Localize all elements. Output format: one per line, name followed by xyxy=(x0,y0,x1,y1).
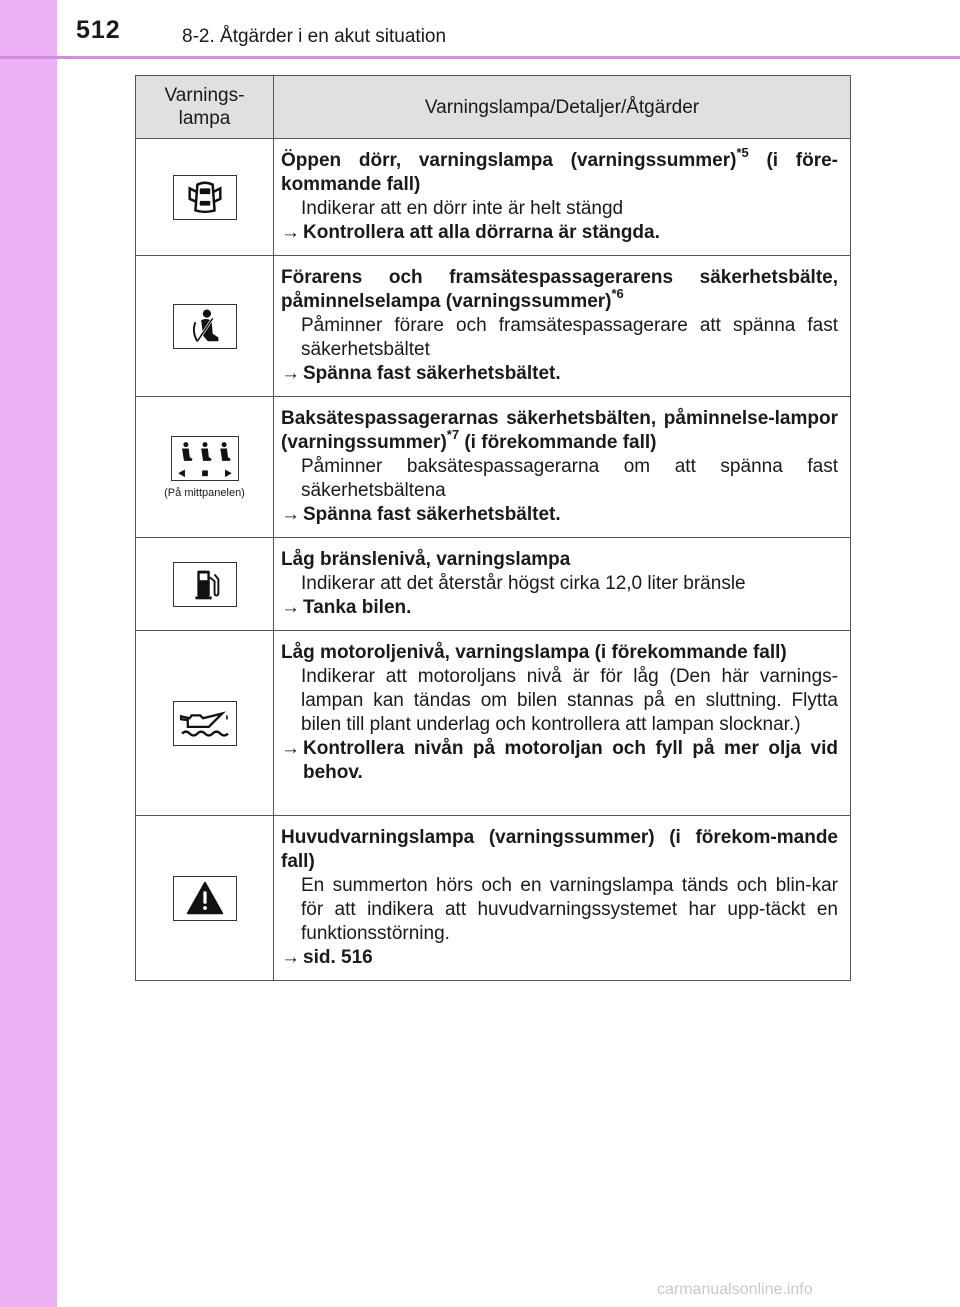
details-cell xyxy=(274,631,851,816)
warning-action-text: Spänna fast säkerhetsbältet. xyxy=(303,504,561,525)
warning-action-text: Kontrollera nivån på motoroljan och fyll på mer olja vid behov. xyxy=(303,738,838,783)
lamp-cell xyxy=(136,631,274,816)
details-cell xyxy=(274,256,851,397)
warning-title-text: Förarens och framsätespassagerarens säkerhetsbälte, påminnelselampa (varningssummer) xyxy=(281,267,838,312)
master-warning-icon xyxy=(173,876,237,921)
fuel-pump-icon xyxy=(173,562,237,607)
arrow-icon: → xyxy=(281,363,300,384)
warning-description: Indikerar att det återstår högst cirka 12,0 liter bränsle xyxy=(301,573,746,594)
table-row xyxy=(136,139,851,256)
warning-action xyxy=(281,596,838,620)
warning-title xyxy=(281,826,838,874)
warning-description: Indikerar att motoroljans nivå är för låg (Den här varnings-lampan kan tändas om bilen stannas på en sluttning. Flytta bilen till plant underlag och kontrollera att lampan slocknar.) xyxy=(301,666,838,735)
warning-description: En summerton hörs och en varningslampa tänds och blin-kar för att indikera att huvudvarningssystemet har upp-täckt en funktionsstörning. xyxy=(301,875,838,944)
warning-action-text: Kontrollera att alla dörrarna är stängda. xyxy=(303,222,660,243)
warning-action xyxy=(281,221,838,245)
oil-level-icon xyxy=(173,701,237,746)
lamp-cell xyxy=(136,816,274,981)
warning-title xyxy=(281,641,838,665)
seatbelt-icon xyxy=(173,304,237,349)
column-header-details: Varningslampa/Detaljer/Åtgärder xyxy=(274,76,851,139)
warning-title-text: Huvudvarningslampa (varningssummer) (i förekom-mande fall) xyxy=(281,827,838,872)
warning-description: Påminner baksätespassagerarna om att spänna fast säkerhetsbältena xyxy=(301,456,838,501)
table-row xyxy=(136,538,851,631)
details-cell xyxy=(274,397,851,538)
warning-action xyxy=(281,362,838,386)
door-open-icon xyxy=(173,175,237,220)
warning-action-text: Tanka bilen. xyxy=(303,597,412,618)
warning-action-text: Spänna fast säkerhetsbältet. xyxy=(303,363,561,384)
lamp-cell xyxy=(136,256,274,397)
warning-lamp-table xyxy=(135,75,851,981)
warning-title-tail: (i förekommande fall) xyxy=(459,432,657,453)
chapter-title: 8-2. Åtgärder i en akut situation xyxy=(182,26,447,47)
arrow-icon: → xyxy=(281,222,300,243)
page-number: 512 xyxy=(76,16,121,44)
warning-title-text: Öppen dörr, varningslampa (varningssummer) xyxy=(281,150,737,171)
arrow-icon: → xyxy=(281,504,300,525)
table-row xyxy=(136,397,851,538)
warning-title-text: Låg motoroljenivå, varningslampa (i förekommande fall) xyxy=(281,642,787,663)
table-row xyxy=(136,256,851,397)
side-color-strip xyxy=(0,0,57,1307)
arrow-icon: → xyxy=(281,947,300,968)
rear-seatbelt-icon xyxy=(171,436,239,481)
column-header-lamp-text: Varnings- lampa xyxy=(164,85,245,129)
table-row xyxy=(136,631,851,816)
warning-description: Indikerar att en dörr inte är helt stängd xyxy=(301,198,624,219)
warning-title xyxy=(281,266,838,314)
warning-title xyxy=(281,548,838,572)
details-cell xyxy=(274,538,851,631)
footnote-ref: *7 xyxy=(446,426,460,442)
arrow-icon: → xyxy=(281,597,300,618)
warning-action xyxy=(281,946,838,970)
warning-action xyxy=(281,503,838,527)
details-cell xyxy=(274,139,851,256)
header-rule xyxy=(0,56,960,59)
lamp-cell xyxy=(136,397,274,538)
footnote-ref: *5 xyxy=(736,144,749,160)
warning-action-text: sid. 516 xyxy=(303,947,373,968)
warning-description: Påminner förare och framsätespassagerare att spänna fast säkerhetsbältet xyxy=(301,315,838,360)
warning-title-text: Låg bränslenivå, varningslampa xyxy=(281,549,571,570)
column-header-lamp xyxy=(136,76,274,139)
warning-title-text: Baksätespassagerarnas säkerhetsbälten, påminnelse-lampor (varningssummer) xyxy=(281,408,838,453)
warning-title xyxy=(281,407,838,455)
warning-action xyxy=(281,737,838,785)
lamp-caption: (På mittpanelen) xyxy=(164,486,245,499)
details-cell xyxy=(274,816,851,981)
warning-title xyxy=(281,144,839,197)
warning-title-tail: (i före-kommande fall) xyxy=(281,150,839,195)
footer-watermark: carmanualsonline.info xyxy=(657,1281,813,1298)
footnote-ref: *6 xyxy=(611,285,624,301)
lamp-cell xyxy=(136,139,274,256)
table-row xyxy=(136,816,851,981)
arrow-icon: → xyxy=(281,738,300,759)
lamp-cell xyxy=(136,538,274,631)
